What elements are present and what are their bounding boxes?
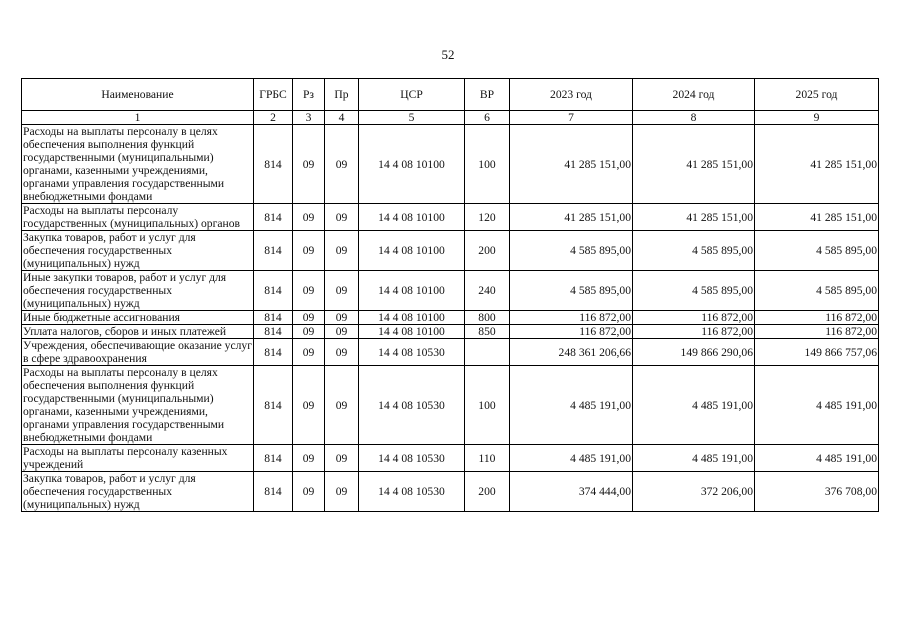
row-amount-2024: 372 206,00 <box>633 472 755 512</box>
row-grbs: 814 <box>254 125 293 204</box>
column-number: 5 <box>359 111 465 125</box>
row-pr: 09 <box>325 339 359 366</box>
row-rz: 09 <box>293 231 325 271</box>
row-grbs: 814 <box>254 204 293 231</box>
row-name: Расходы на выплаты персоналу казенных учреждений <box>22 445 254 472</box>
table-row <box>22 325 879 339</box>
row-amount-2024: 41 285 151,00 <box>633 125 755 204</box>
row-amount-2024: 4 485 191,00 <box>633 445 755 472</box>
column-number-row <box>22 111 879 125</box>
row-pr: 09 <box>325 231 359 271</box>
row-vr: 120 <box>465 204 510 231</box>
table-row <box>22 445 879 472</box>
row-amount-2023: 116 872,00 <box>510 311 633 325</box>
table-row <box>22 472 879 512</box>
row-rz: 09 <box>293 311 325 325</box>
row-pr: 09 <box>325 472 359 512</box>
row-amount-2023: 4 585 895,00 <box>510 271 633 311</box>
row-amount-2023: 4 585 895,00 <box>510 231 633 271</box>
row-amount-2025: 4 485 191,00 <box>755 366 879 445</box>
header-name: Наименование <box>22 79 254 111</box>
row-pr: 09 <box>325 311 359 325</box>
row-grbs: 814 <box>254 472 293 512</box>
row-vr: 100 <box>465 125 510 204</box>
row-vr: 110 <box>465 445 510 472</box>
row-amount-2024: 41 285 151,00 <box>633 204 755 231</box>
row-grbs: 814 <box>254 339 293 366</box>
table-row <box>22 204 879 231</box>
row-amount-2023: 41 285 151,00 <box>510 125 633 204</box>
row-grbs: 814 <box>254 271 293 311</box>
row-amount-2025: 41 285 151,00 <box>755 125 879 204</box>
row-name: Иные закупки товаров, работ и услуг для обеспечения государственных (муниципальных) нужд <box>22 271 254 311</box>
row-amount-2025: 116 872,00 <box>755 311 879 325</box>
table-row <box>22 311 879 325</box>
header-vr: ВР <box>465 79 510 111</box>
row-pr: 09 <box>325 204 359 231</box>
row-pr: 09 <box>325 325 359 339</box>
row-amount-2023: 248 361 206,66 <box>510 339 633 366</box>
row-amount-2023: 116 872,00 <box>510 325 633 339</box>
row-name: Закупка товаров, работ и услуг для обеспечения государственных (муниципальных) нужд <box>22 231 254 271</box>
row-pr: 09 <box>325 271 359 311</box>
table-row <box>22 125 879 204</box>
header-rz: Рз <box>293 79 325 111</box>
header-csr: ЦСР <box>359 79 465 111</box>
row-csr: 14 4 08 10530 <box>359 339 465 366</box>
row-csr: 14 4 08 10530 <box>359 366 465 445</box>
row-amount-2024: 4 585 895,00 <box>633 271 755 311</box>
table-row <box>22 339 879 366</box>
row-name: Расходы на выплаты персоналу в целях обеспечения выполнения функций государственными (муниципальными) органами, казенными учреждениями, органами управления государственными внебюджетными фондами <box>22 366 254 445</box>
row-grbs: 814 <box>254 325 293 339</box>
row-rz: 09 <box>293 125 325 204</box>
row-rz: 09 <box>293 445 325 472</box>
table-row <box>22 271 879 311</box>
row-rz: 09 <box>293 339 325 366</box>
row-csr: 14 4 08 10100 <box>359 311 465 325</box>
row-vr: 240 <box>465 271 510 311</box>
row-amount-2023: 4 485 191,00 <box>510 366 633 445</box>
row-pr: 09 <box>325 445 359 472</box>
row-amount-2025: 4 585 895,00 <box>755 271 879 311</box>
row-csr: 14 4 08 10100 <box>359 204 465 231</box>
row-name: Учреждения, обеспечивающие оказание услуг в сфере здравоохранения <box>23 339 252 365</box>
row-rz: 09 <box>293 204 325 231</box>
row-csr: 14 4 08 10100 <box>359 231 465 271</box>
column-number: 7 <box>510 111 633 125</box>
row-name: Уплата налогов, сборов и иных платежей <box>22 325 254 339</box>
row-amount-2025: 376 708,00 <box>755 472 879 512</box>
header-pr: Пр <box>325 79 359 111</box>
row-csr: 14 4 08 10530 <box>359 445 465 472</box>
row-vr: 100 <box>465 366 510 445</box>
row-amount-2024: 149 866 290,06 <box>633 339 755 366</box>
header-2025: 2025 год <box>755 79 879 111</box>
column-number: 9 <box>755 111 879 125</box>
row-pr: 09 <box>325 366 359 445</box>
row-name: Закупка товаров, работ и услуг для обеспечения государственных (муниципальных) нужд <box>22 472 254 512</box>
header-2024: 2024 год <box>633 79 755 111</box>
row-amount-2024: 116 872,00 <box>633 311 755 325</box>
page-number: 52 <box>441 47 455 62</box>
column-number: 2 <box>254 111 293 125</box>
row-rz: 09 <box>293 366 325 445</box>
row-grbs: 814 <box>254 231 293 271</box>
row-vr: 850 <box>465 325 510 339</box>
table-row <box>22 366 879 445</box>
row-amount-2025: 4 485 191,00 <box>755 445 879 472</box>
column-number: 8 <box>633 111 755 125</box>
row-grbs: 814 <box>254 311 293 325</box>
row-csr: 14 4 08 10530 <box>359 472 465 512</box>
row-grbs: 814 <box>254 366 293 445</box>
row-amount-2024: 4 485 191,00 <box>633 366 755 445</box>
row-amount-2023: 4 485 191,00 <box>510 445 633 472</box>
row-pr: 09 <box>325 125 359 204</box>
row-amount-2025: 149 866 757,06 <box>755 339 879 366</box>
row-amount-2025: 116 872,00 <box>755 325 879 339</box>
header-grbs: ГРБС <box>254 79 293 111</box>
row-csr: 14 4 08 10100 <box>359 325 465 339</box>
budget-table <box>21 78 879 512</box>
header-row <box>22 79 879 111</box>
row-csr: 14 4 08 10100 <box>359 125 465 204</box>
row-name: Расходы на выплаты персоналу в целях обеспечения выполнения функций государственными (муниципальными) органами, казенными учреждениями, органами управления государственными внебюджетными фондами <box>22 125 254 204</box>
row-name: Расходы на выплаты персоналу государственных (муниципальных) органов <box>22 204 254 231</box>
row-amount-2023: 41 285 151,00 <box>510 204 633 231</box>
row-amount-2024: 4 585 895,00 <box>633 231 755 271</box>
row-name: Иные бюджетные ассигнования <box>22 311 254 325</box>
row-rz: 09 <box>293 472 325 512</box>
row-rz: 09 <box>293 325 325 339</box>
row-grbs: 814 <box>254 445 293 472</box>
row-csr: 14 4 08 10100 <box>359 271 465 311</box>
row-amount-2024: 116 872,00 <box>633 325 755 339</box>
row-amount-2023: 374 444,00 <box>510 472 633 512</box>
header-2023: 2023 год <box>510 79 633 111</box>
row-vr: 200 <box>465 231 510 271</box>
column-number: 3 <box>293 111 325 125</box>
column-number: 4 <box>325 111 359 125</box>
row-vr <box>465 339 510 366</box>
column-number: 1 <box>22 111 254 125</box>
table-row <box>22 231 879 271</box>
row-amount-2025: 41 285 151,00 <box>755 204 879 231</box>
row-rz: 09 <box>293 271 325 311</box>
row-vr: 800 <box>465 311 510 325</box>
row-amount-2025: 4 585 895,00 <box>755 231 879 271</box>
column-number: 6 <box>465 111 510 125</box>
row-vr: 200 <box>465 472 510 512</box>
